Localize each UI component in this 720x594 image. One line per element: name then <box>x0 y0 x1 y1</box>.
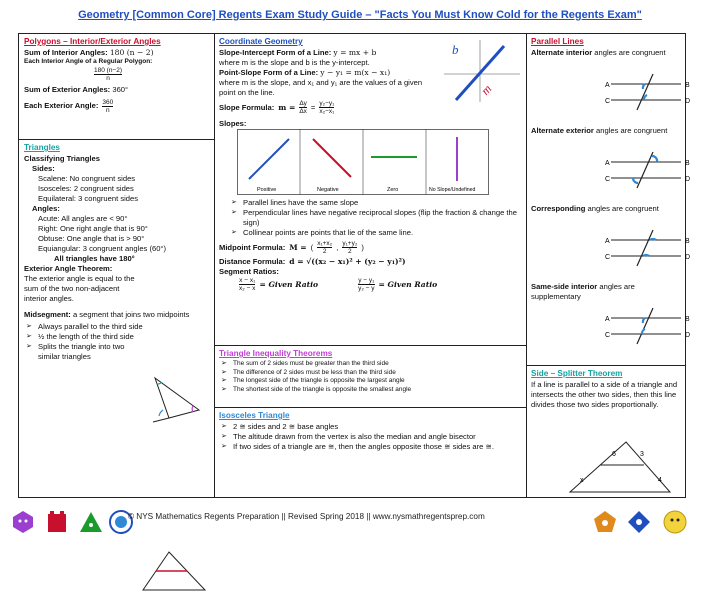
each-exterior <box>24 99 209 114</box>
midsegment-line <box>24 310 209 320</box>
coordinate-section <box>214 34 526 346</box>
slope-formula-lhs: m = <box>278 102 296 112</box>
splitter-label-x: x <box>580 477 584 484</box>
point-label-a: A <box>605 82 610 89</box>
slope-type-undefined: No Slope/Undefined <box>429 187 476 193</box>
parallel-rule-name: Same-side interior <box>531 282 598 291</box>
slope-formula: Slope Formula: m = $\frac{\Delta y}{\Delta x}$ = $\frac{\text{y₂−y₁}}{\text{x₂−x₁}}$ <box>219 100 335 115</box>
point-label-c: C <box>605 98 611 105</box>
footer-text: © NYS Mathematics Regents Preparation || Revised Spring 2018 || www.nysmathregentsprep.com <box>128 512 485 521</box>
polygons-section <box>19 34 214 140</box>
triangles-heading: Triangles <box>24 143 60 152</box>
footer <box>0 503 720 543</box>
parallel-rule-rest: angles are supplementary <box>531 282 635 301</box>
slope-formula-label: Slope Formula: <box>219 102 275 112</box>
isosceles-item-2: ➢ If two sides of a triangle are ≅, then the angles opposite those ≅ sides are ≅. <box>219 442 521 452</box>
splitter-section <box>526 366 685 497</box>
orange-pentagon-icon <box>592 509 618 535</box>
distance-label: Distance Formula: <box>219 257 286 266</box>
yellow-circle-icon <box>662 509 688 535</box>
each-interior-den: n <box>106 74 110 82</box>
splitter-heading: Side – Splitter Theorem <box>531 369 623 378</box>
parallel-rule-name: Alternate exterior <box>531 126 594 135</box>
parallel-heading: Parallel Lines <box>531 37 584 46</box>
parallel-rule-rest: angles are congruent <box>585 204 659 213</box>
given-ratio-x: = Given Ratio <box>259 279 319 289</box>
point-label-d: D <box>685 332 691 339</box>
parallel-slope-text: ➢ Parallel lines have the same slope <box>229 198 521 208</box>
parallel-lines-diagram <box>601 72 691 112</box>
green-triangle-icon <box>78 509 104 535</box>
parallel-rule-2 <box>531 204 691 282</box>
point-slope-label: Point-Slope Form of a Line: <box>219 68 319 77</box>
side-type-1: Isosceles: 2 congruent sides <box>38 184 134 193</box>
point-label-b: B <box>685 160 690 167</box>
inequality-item-3: ➢ The shortest side of the triangle is opposite the smallest angle <box>219 386 521 395</box>
distance-formula-value: d = √((x₂ − x₁)² + (y₂ − y₁)²) <box>289 257 406 266</box>
parallel-rule-1 <box>531 126 691 204</box>
sum-exterior <box>24 85 209 95</box>
left-column <box>19 34 215 497</box>
classifying-label: Classifying Triangles <box>24 154 100 163</box>
each-exterior-num: 360 <box>102 98 114 106</box>
perpendicular-slope-text: ➢ Perpendicular lines have negative reciprocal slopes (flip the fraction & change the sign) <box>229 208 521 228</box>
point-label-c: C <box>605 332 611 339</box>
point-label-c: C <box>605 254 611 261</box>
exterior-angle-diagram <box>149 372 207 424</box>
parallel-rule-3 <box>531 282 691 360</box>
midsegment-item-1: ➢ ½ the length of the third side <box>24 332 209 342</box>
midsegment-text: a segment that joins two midpoints <box>72 310 190 319</box>
parallel-rule-text <box>531 282 680 302</box>
triangles-section <box>19 140 214 497</box>
splitter-text: If a line is parallel to a side of a triangle and intersects the other two sides, then this line divides those two sides proportionally. <box>531 380 678 409</box>
sum-exterior-value: 360° <box>112 84 129 94</box>
each-interior-label: Each Interior Angle of a Regular Polygon: <box>24 58 153 65</box>
sum-interior <box>24 48 209 58</box>
sum-interior-label: Sum of Interior Angles: <box>24 48 108 57</box>
point-label-d: D <box>685 176 691 183</box>
inequality-item-2: ➢ The longest side of the triangle is opposite the largest angle <box>219 377 521 386</box>
triangle-sum-note: All triangles have 180° <box>54 254 135 263</box>
slope-type-positive: Positive <box>257 187 277 193</box>
splitter-label-4: 4 <box>658 477 662 484</box>
sum-interior-value: 180 (n − 2) <box>109 48 154 57</box>
inequality-item-0: ➢ The sum of 2 sides must be greater than the third side <box>219 360 521 369</box>
slopes-label: Slopes: <box>219 119 247 128</box>
parallel-lines-diagram <box>601 228 691 268</box>
point-label-b: B <box>685 316 690 323</box>
point-label-a: A <box>605 316 610 323</box>
point-slope-desc: where m is the slope, and x₁ and y₁ are the values of a given point on the line. <box>219 78 423 97</box>
purple-hexagon-icon <box>10 509 36 535</box>
study-guide-frame <box>18 33 691 498</box>
parallel-rule-rest: angles are congruent <box>592 48 666 57</box>
graph-m-label: m <box>478 81 495 98</box>
isosceles-item-0: ➢ 2 ≅ sides and 2 ≅ base angles <box>219 422 521 432</box>
segment-ratios: $\frac{\text{x − x₁}}{\text{x₂ − x}}$ = Given Ratio $\frac{\text{y − y₁}}{\text{y₂ − y}}$ = Given Ratio <box>239 277 438 292</box>
right-column <box>526 34 691 497</box>
slopes-diagram <box>237 129 489 195</box>
inequality-item-1: ➢ The difference of 2 sides must be less than the third side <box>219 369 521 378</box>
isosceles-section <box>214 408 526 497</box>
splitter-label-3: 3 <box>640 451 644 458</box>
red-square-icon <box>44 509 70 535</box>
point-label-b: B <box>685 238 690 245</box>
angle-type-1: Right: One right angle that is 90° <box>38 224 148 233</box>
exterior-angle-text: The exterior angle is equal to the sum of the two non-adjacent interior angles. <box>24 274 135 303</box>
given-ratio-y: = Given Ratio <box>378 279 438 289</box>
angle-type-0: Acute: All angles are < 90° <box>38 214 128 223</box>
slope-type-zero: Zero <box>387 187 399 193</box>
midpoint-label: Midpoint Formula: <box>219 242 286 252</box>
sum-exterior-label: Sum of Exterior Angles: <box>24 84 111 94</box>
point-slope <box>219 68 439 78</box>
side-type-0: Scalene: No congruent sides <box>38 174 136 183</box>
midpoint-formula: Midpoint Formula: M = ( $\frac{\text{x₁+x₂}}{2}$ , $\frac{\text{y₁+y₂}}{2}$ ) <box>219 240 364 255</box>
midsegment-diagram <box>139 548 209 594</box>
each-interior-num: 180 (n−2) <box>94 66 123 74</box>
sides-label: Sides: <box>32 164 55 173</box>
each-exterior-den: n <box>106 106 110 114</box>
exterior-angle-heading: Exterior Angle Theorem: <box>24 264 113 273</box>
point-label-b: B <box>685 82 690 89</box>
blue-diamond-icon <box>626 509 652 535</box>
distance-formula <box>219 257 521 267</box>
polygons-heading: Polygons – Interior/Exterior Angles <box>24 37 161 46</box>
isosceles-heading: Isosceles Triangle <box>219 411 290 420</box>
parallel-rule-0 <box>531 48 691 126</box>
point-label-d: D <box>685 98 691 105</box>
parallel-rule-name: Alternate interior <box>531 48 593 57</box>
midsegment-label: Midsegment: <box>24 310 71 319</box>
slope-intercept-desc: where m is the slope and b is the y-intercept. <box>219 58 370 67</box>
parallel-rule-text <box>531 204 680 214</box>
point-label-a: A <box>605 238 610 245</box>
each-interior-formula <box>24 67 209 82</box>
page-title: Geometry [Common Core] Regents Exam Study Guide – "Facts You Must Know Cold for the Regents Exam" <box>78 9 642 21</box>
coordinate-heading: Coordinate Geometry <box>219 37 303 46</box>
parallel-rule-text <box>531 126 680 136</box>
parallel-lines-diagram <box>601 306 691 346</box>
parallel-lines-diagram <box>601 150 691 190</box>
parallel-lines-section <box>526 34 691 366</box>
parallel-rule-name: Corresponding <box>531 204 586 213</box>
slope-intercept-formula: y = mx + b <box>333 48 377 57</box>
midsegment-item-2: ➢ Splits the triangle into two similar triangles <box>24 342 138 362</box>
point-label-d: D <box>685 254 691 261</box>
angle-type-2: Obtuse: One angle that is > 90° <box>38 234 145 243</box>
point-label-c: C <box>605 176 611 183</box>
isosceles-item-1: ➢ The altitude drawn from the vertex is also the median and angle bisector <box>219 432 521 442</box>
splitter-diagram <box>566 438 676 496</box>
parallel-rule-text <box>531 48 680 58</box>
graph-b-label: b <box>452 42 459 57</box>
angle-type-3: Equiangular: 3 congruent angles (60°) <box>38 244 166 253</box>
angles-label: Angles: <box>32 204 60 213</box>
point-slope-formula: y − y₁ = m(x − x₁) <box>320 68 391 77</box>
slope-type-negative: Negative <box>317 187 339 193</box>
side-type-2: Equilateral: 3 congruent sides <box>38 194 139 203</box>
each-exterior-label: Each Exterior Angle: <box>24 101 99 110</box>
midsegment-item-0: ➢ Always parallel to the third side <box>24 322 209 332</box>
inequality-section <box>214 346 526 408</box>
splitter-label-6: 6 <box>612 451 616 458</box>
parallel-rule-rest: angles are congruent <box>593 126 668 135</box>
collinear-text: ➢ Collinear points are points that lie of the same line. <box>229 228 521 238</box>
inequality-heading: Triangle Inequality Theorems <box>219 349 333 358</box>
slope-intercept <box>219 48 434 58</box>
slope-intercept-label: Slope-Intercept Form of a Line: <box>219 48 332 57</box>
slope-intercept-graph <box>442 38 522 104</box>
middle-column <box>214 34 527 497</box>
point-label-a: A <box>605 160 610 167</box>
segment-ratios-label: Segment Ratios: <box>219 267 279 276</box>
